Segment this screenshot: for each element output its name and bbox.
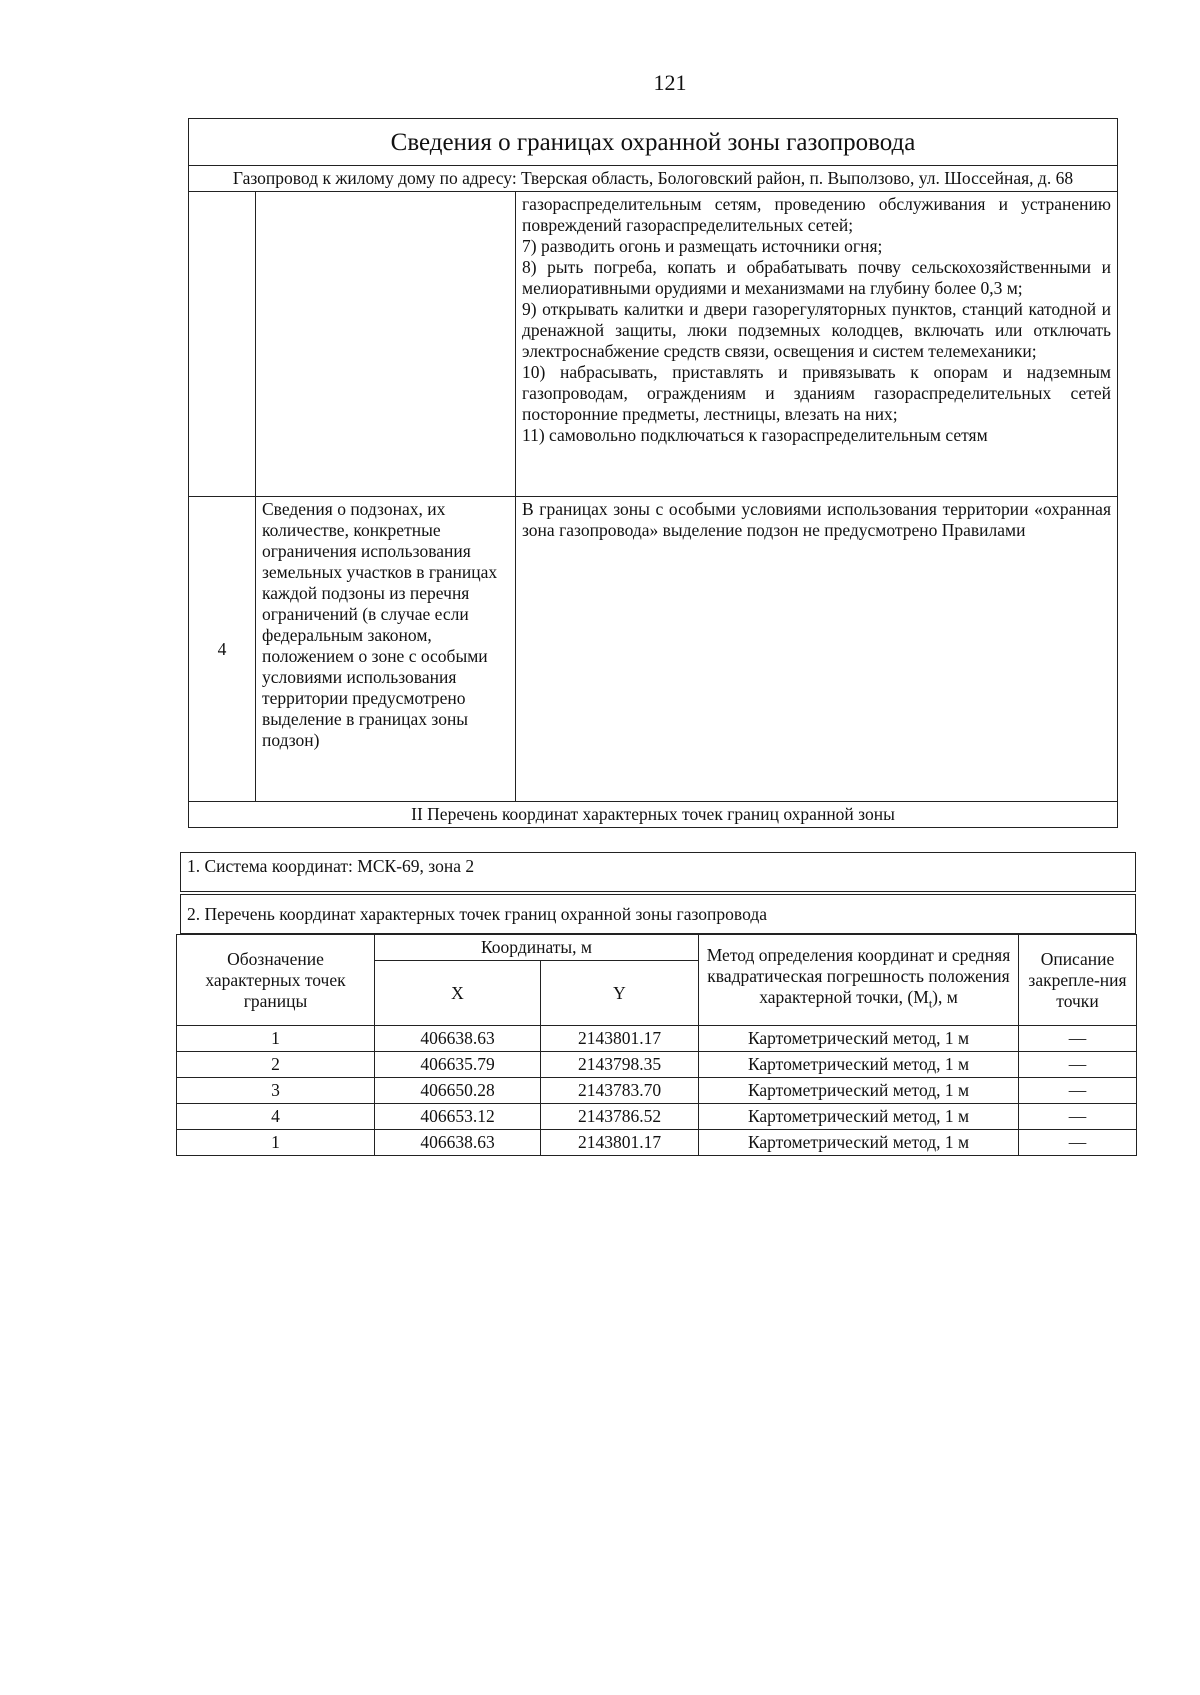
- point-id: 3: [177, 1078, 375, 1104]
- restriction-item: 9) открывать калитки и двери газорегуляторных пунктов, станций катодной и дренажной защиты, люки подземных колодцев, включать или отключать электроснабжение средств связи, освещения и систем телемеханики;: [522, 299, 1111, 361]
- continued-row: [189, 192, 1118, 497]
- header-method: Метод определения координат и средняя квадратическая погрешность положения характерной точки, $(M_t)$, м: [699, 935, 1019, 1026]
- subzones-value: В границах зоны с особыми условиями использования территории «охранная зона газопровода» выделение подзон не предусмотрено Правилами: [516, 497, 1118, 802]
- header-designation: Обозначение характерных точек границы: [177, 935, 375, 1026]
- table-row: [177, 1130, 1137, 1156]
- restriction-item: 7) разводить огонь и размещать источники огня;: [522, 236, 883, 256]
- section-2-title: II Перечень координат характерных точек границ охранной зоны: [189, 802, 1118, 828]
- restriction-item: 10) набрасывать, приставлять и привязывать к опорам и надземным газопроводам, ограждениям и зданиям газораспределительных сетей посторонние предметы, лестницы, влезать на них;: [522, 362, 1111, 424]
- point-method: Картометрический метод, 1 м: [699, 1104, 1019, 1130]
- point-description: —: [1019, 1078, 1137, 1104]
- point-method: Картометрический метод, 1 м: [699, 1130, 1019, 1156]
- subzones-label: Сведения о подзонах, их количестве, конкретные ограничения использования земельных участков в границах каждой подзоны из перечня ограничений (в случае если федеральным законом, положением о зоне с особыми условиями использования территории предусмотрено выделение в границах зоны подзон): [256, 497, 516, 802]
- header-description: Описание закрепле-ния точки: [1019, 935, 1137, 1026]
- point-method: Картометрический метод, 1 м: [699, 1026, 1019, 1052]
- point-description: —: [1019, 1026, 1137, 1052]
- points-list-title: 2. Перечень координат характерных точек границ охранной зоны газопровода: [181, 895, 1136, 934]
- point-y: 2143801.17: [541, 1130, 699, 1156]
- point-id: 1: [177, 1130, 375, 1156]
- point-method: Картометрический метод, 1 м: [699, 1052, 1019, 1078]
- continued-row-number: [189, 192, 256, 497]
- header-x: X: [375, 961, 541, 1026]
- point-x: 406650.28: [375, 1078, 541, 1104]
- point-y: 2143801.17: [541, 1026, 699, 1052]
- point-y: 2143798.35: [541, 1052, 699, 1078]
- subzones-row: [189, 497, 1118, 802]
- point-description: —: [1019, 1052, 1137, 1078]
- points-table: [176, 934, 1137, 1156]
- point-x: 406635.79: [375, 1052, 541, 1078]
- point-x: 406653.12: [375, 1104, 541, 1130]
- header-y: Y: [541, 961, 699, 1026]
- gas-pipeline-address: Газопровод к жилому дому по адресу: Тверская область, Бологовский район, п. Выползово, ул. Шоссейная, д. 68: [189, 166, 1118, 192]
- page-number: 121: [653, 70, 687, 95]
- document-title: Сведения о границах охранной зоны газопровода: [189, 119, 1118, 166]
- restrictions-list: [516, 192, 1118, 497]
- table-row: [177, 1078, 1137, 1104]
- points-title-table: [180, 894, 1136, 934]
- point-y: 2143783.70: [541, 1078, 699, 1104]
- table-row: [177, 1104, 1137, 1130]
- point-x: 406638.63: [375, 1130, 541, 1156]
- table-row: [177, 1026, 1137, 1052]
- point-description: —: [1019, 1104, 1137, 1130]
- point-id: 1: [177, 1026, 375, 1052]
- coordinate-system: 1. Система координат: МСК-69, зона 2: [181, 853, 1136, 892]
- point-id: 4: [177, 1104, 375, 1130]
- coord-system-table: [180, 852, 1136, 892]
- point-x: 406638.63: [375, 1026, 541, 1052]
- table-row: [177, 1052, 1137, 1078]
- point-y: 2143786.52: [541, 1104, 699, 1130]
- restriction-item: 11) самовольно подключаться к газораспределительным сетям: [522, 425, 988, 445]
- point-method: Картометрический метод, 1 м: [699, 1078, 1019, 1104]
- header-coordinates: Координаты, м: [375, 935, 699, 961]
- restriction-item: газораспределительным сетям, проведению обслуживания и устранению повреждений газораспределительных сетей;: [522, 194, 1111, 235]
- point-description: —: [1019, 1130, 1137, 1156]
- row-number: 4: [189, 497, 256, 802]
- point-id: 2: [177, 1052, 375, 1078]
- restriction-item: 8) рыть погреба, копать и обрабатывать почву сельскохозяйственными и мелиоративными орудиями и механизмами на глубину более 0,3 м;: [522, 257, 1111, 298]
- zone-info-table: [188, 118, 1118, 828]
- continued-row-label: [256, 192, 516, 497]
